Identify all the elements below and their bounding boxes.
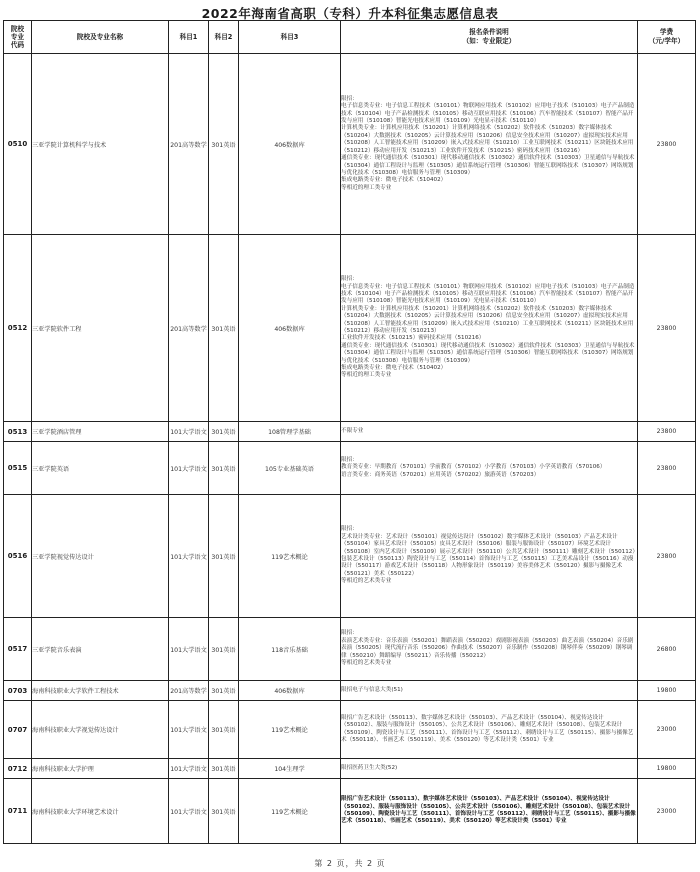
subject1: 101大学语文	[169, 422, 209, 442]
conditions: 不限专业	[341, 422, 638, 442]
fee-row	[638, 618, 696, 681]
fee-row	[638, 701, 696, 759]
major-name: 海南科技职业大学环境艺术设计	[32, 779, 169, 844]
tuition-fee: 23800	[638, 235, 696, 422]
major-code: 0516	[4, 495, 32, 618]
tuition-fee: 19800	[638, 759, 696, 779]
major-code: 0510	[4, 54, 32, 235]
subject3: 104生理学	[239, 759, 341, 779]
table-row	[4, 442, 638, 495]
subject1: 101大学语文	[169, 701, 209, 759]
conditions: 限招电子与信息大类(51)	[341, 681, 638, 701]
subject1: 101大学语文	[169, 779, 209, 844]
fee-row	[638, 759, 696, 779]
conditions: 限招： 电子信息类专业：电子信息工程技术（510101）物联网应用技术（510102）应用电子技术（510103）电子产品制造技术（510104）电子产品检测技术（510105）移动互联应用技术（510106）汽车智能技术（510107）智能产品开发与应用（510108）智能光电技术应用（510109）光电显示技术（510110） 计算机类专业：计算机应用技术（510201）计算机网络技术（510202）软件技术（510203）数字媒体技术（510204）大数据技术（510205）云计算技术应用（510206）信息安全技术应用（510207）虚拟现实技术应用（510208）人工智能技术应用（510209）嵌入式技术应用（510210）工业互联网技术（510211）区块链技术应用（510212）移动应用开发（510213） 工业软件开发技术（510215）密码技术应用（510216） 通信类专业：现代通信技术（510301）现代移动通信技术（510302）通信软件技术（510303）卫星通信与导航技术（510304）通信工程设计与监理（510305）通信系统运行管理（510306）智能互联网络技术（510307）网络规划与优化技术（510308）电信服务与管理（510309） 集成电路类专业：微电子技术（510402） 等相近的理工类专业	[341, 235, 638, 422]
subject1: 101大学语文	[169, 618, 209, 681]
major-name: 海南科技职业大学护理	[32, 759, 169, 779]
major-name: 三亚学院酒店管理	[32, 422, 169, 442]
conditions: 限招： 教育类专业：早期教育（570101）学前教育（570102）小学教育（570103）小学英语教育（570106） 语言类专业：商务英语（570201）应用英语（570202）旅游英语（570203）	[341, 442, 638, 495]
major-name: 三亚学院音乐表演	[32, 618, 169, 681]
info-table	[3, 20, 638, 844]
conditions: 限招： 表演艺术类专业：音乐表演（550201）舞蹈表演（550202）戏剧影视表演（550203）曲艺表演（550204）音乐剧表演（550205）现代流行音乐（550206）作曲技术（550207）音乐制作（550208）钢琴伴奏（550209）钢琴调律（550210）舞蹈编导（550211）音乐传播（550212） 等相近的艺术类专业	[341, 618, 638, 681]
subject1: 101大学语文	[169, 442, 209, 495]
major-code: 0712	[4, 759, 32, 779]
subject2: 301英语	[209, 442, 239, 495]
subject3: 119艺术概论	[239, 495, 341, 618]
table-row	[4, 54, 638, 235]
table-header-row	[4, 21, 638, 54]
fee-row	[638, 54, 696, 235]
subject2: 301英语	[209, 422, 239, 442]
conditions: 限招： 艺术设计类专业：艺术设计（550101）视觉传达设计（550102）数字媒体艺术设计（550103）产品艺术设计（550104）家具艺术设计（550105）皮具艺术设计（550106）服装与服饰设计（550107）环境艺术设计（550108）室内艺术设计（550109）展示艺术设计（550110）公共艺术设计（550111）雕刻艺术设计（550112）包装艺术设计（550113）陶瓷设计与工艺（550114）首饰设计与工艺（550115）工艺美术品设计（550116）动漫设计（550117）游戏艺术设计（550118）人物形象设计（550119）美容美体艺术（550120）摄影与摄像艺术（550121）美术（550122） 等相近的艺术类专业	[341, 495, 638, 618]
subject3: 119艺术概论	[239, 701, 341, 759]
subject2: 301英语	[209, 54, 239, 235]
table-row	[4, 759, 638, 779]
tuition-fee: 23800	[638, 495, 696, 618]
table-row	[4, 618, 638, 681]
header-name: 院校及专业名称	[32, 21, 169, 54]
major-code: 0703	[4, 681, 32, 701]
subject1: 101大学语文	[169, 495, 209, 618]
fee-row	[638, 442, 696, 495]
page-footer: 第 2 页，共 2 页	[314, 859, 386, 868]
conditions: 限招： 电子信息类专业：电子信息工程技术（510101）物联网应用技术（510102）应用电子技术（510103）电子产品制造技术（510104）电子产品检测技术（510105）移动互联应用技术（510106）汽车智能技术（510107）智能产品开发与应用（510108）智能光电技术应用（510109）光电显示技术（510110） 计算机类专业：计算机应用技术（510201）计算机网络技术（510202）软件技术（510203）数字媒体技术（510204）大数据技术（510205）云计算技术应用（510206）信息安全技术应用（510207）虚拟现实技术应用（510208）人工智能技术应用（510209）嵌入式技术应用（510210）工业互联网技术（510211）区块链技术应用（510212）移动应用开发（510213）工业软件开发技术（510215）密码技术应用（510216） 通信类专业：现代通信技术（510301）现代移动通信技术（510302）通信软件技术（510303）卫星通信与导航技术（510304）通信工程设计与监理（510305）通信系统运行管理（510306）智能互联网络技术（510307）网络规划与优化技术（510308）电信服务与管理（510309） 集成电路类专业：微电子技术（510402） 等相近的理工类专业	[341, 54, 638, 235]
tuition-fee: 26800	[638, 618, 696, 681]
subject2: 301英语	[209, 779, 239, 844]
fee-table	[637, 20, 696, 844]
major-name: 三亚学院计算机科学与技术	[32, 54, 169, 235]
major-code: 0513	[4, 422, 32, 442]
major-name: 海南科技职业大学视觉传达设计	[32, 701, 169, 759]
subject2: 301英语	[209, 618, 239, 681]
fee-row	[638, 495, 696, 618]
subject3: 108管理学基础	[239, 422, 341, 442]
header-subject1: 科目1	[169, 21, 209, 54]
tuition-fee: 23800	[638, 54, 696, 235]
table-row	[4, 779, 638, 844]
fee-row	[638, 422, 696, 442]
fee-row	[638, 235, 696, 422]
subject1: 201高等数学	[169, 235, 209, 422]
subject3: 119艺术概论	[239, 779, 341, 844]
fee-row	[638, 779, 696, 844]
fee-header-row	[638, 21, 696, 54]
major-name: 三亚学院软件工程	[32, 235, 169, 422]
subject1: 201高等数学	[169, 54, 209, 235]
table-row	[4, 681, 638, 701]
subject2: 301英语	[209, 701, 239, 759]
subject2: 301英语	[209, 681, 239, 701]
fee-row	[638, 681, 696, 701]
header-subject3: 科目3	[239, 21, 341, 54]
major-code: 0515	[4, 442, 32, 495]
table-row	[4, 235, 638, 422]
subject3: 406数据库	[239, 235, 341, 422]
major-name: 三亚学院英语	[32, 442, 169, 495]
major-code: 0512	[4, 235, 32, 422]
table-row	[4, 495, 638, 618]
major-code: 0707	[4, 701, 32, 759]
major-name: 海南科技职业大学软件工程技术	[32, 681, 169, 701]
tuition-fee: 23000	[638, 701, 696, 759]
tuition-fee: 23800	[638, 422, 696, 442]
major-code: 0517	[4, 618, 32, 681]
conditions: 限招医药卫生大类(52)	[341, 759, 638, 779]
subject1: 201高等数学	[169, 681, 209, 701]
subject3: 406数据库	[239, 681, 341, 701]
page-title: 2022年海南省高职（专科）升本科征集志愿信息表	[201, 6, 499, 21]
conditions: 限招广告艺术设计（550113）、数字媒体艺术设计（550103）、产品艺术设计（550104）、视觉传达设计（550102）、服装与服饰设计（550105）、公共艺术设计（550106）、雕刻艺术设计（550108）、包装艺术设计（550109）、陶瓷设计与工艺（550111）、首饰设计与工艺（550112）、刺绣设计与工艺（550115）、摄影与摄像艺术（550118）、书画艺术（550119）、美术（550120）等艺术设计类（5501）专业	[341, 779, 638, 844]
tuition-fee: 23000	[638, 779, 696, 844]
header-conditions: 报名条件说明 （如：专业限定）	[341, 21, 638, 54]
conditions: 限招广告艺术设计（550113）、数字媒体艺术设计（550103）、产品艺术设计（550104）、视觉传达设计（550102）、服装与服饰设计（550105）、公共艺术设计（550106）、雕刻艺术设计（550108）、包装艺术设计（550109）、陶瓷设计与工艺（550111）、首饰设计与工艺（550112）、刺绣设计与工艺（550115）、摄影与摄像艺术（550118）、书画艺术（550119）、美术（550120）等艺术设计类（5501）专业	[341, 701, 638, 759]
subject2: 301英语	[209, 495, 239, 618]
header-fee: 学费 （元/学年）	[638, 21, 696, 54]
table-row	[4, 701, 638, 759]
tuition-fee: 23800	[638, 442, 696, 495]
header-code: 院校 专业 代码	[4, 21, 32, 54]
subject2: 301英语	[209, 759, 239, 779]
major-code: 0711	[4, 779, 32, 844]
subject3: 105专业基础英语	[239, 442, 341, 495]
subject2: 301英语	[209, 235, 239, 422]
subject3: 406数据库	[239, 54, 341, 235]
subject1: 101大学语文	[169, 759, 209, 779]
header-subject2: 科目2	[209, 21, 239, 54]
tuition-fee: 19800	[638, 681, 696, 701]
table-row	[4, 422, 638, 442]
subject3: 118音乐基础	[239, 618, 341, 681]
major-name: 三亚学院视觉传达设计	[32, 495, 169, 618]
